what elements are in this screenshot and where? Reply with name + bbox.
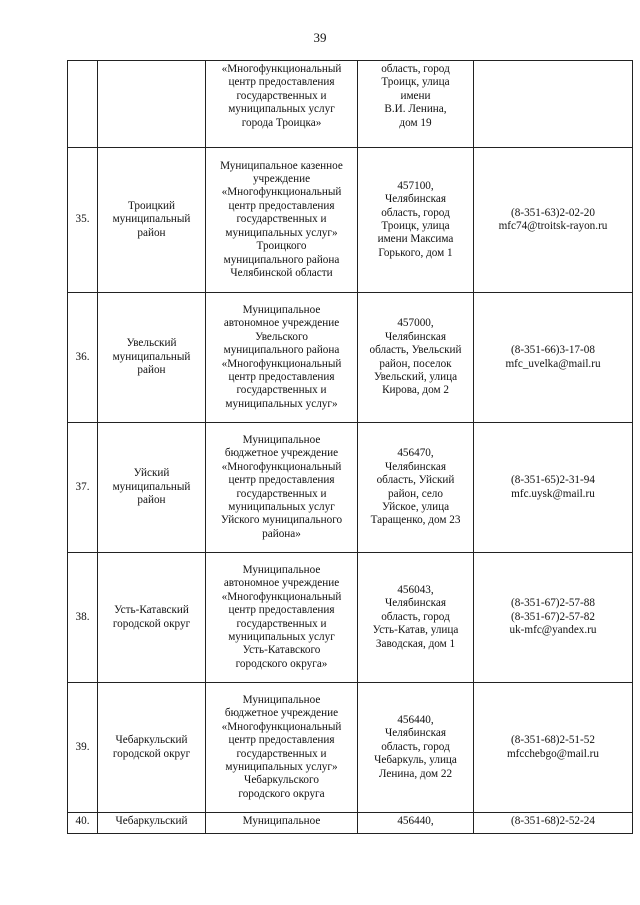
district-cell: Троицкий муниципальный район (98, 148, 206, 293)
contacts-cell: (8-351-67)2-57-88 (8-351-67)2-57-82 uk-mfc@yandex.ru (474, 553, 633, 683)
organization-cell: «Многофункциональный центр предоставления государственных и муниципальных услуг города Троицка» (206, 61, 358, 148)
table-row (68, 813, 633, 834)
row-number: 38. (68, 553, 98, 683)
contacts-cell: (8-351-63)2-02-20 mfc74@troitsk-rayon.ru (474, 148, 633, 293)
page-number: 39 (313, 30, 327, 45)
table-row (68, 683, 633, 813)
address-cell: 456470, Челябинская область, Уйский район, село Уйское, улица Таращенко, дом 23 (358, 423, 474, 553)
row-number: 37. (68, 423, 98, 553)
row-number: 39. (68, 683, 98, 813)
contacts-cell (474, 61, 633, 148)
table-row (68, 553, 633, 683)
row-number (68, 61, 98, 148)
district-cell (98, 61, 206, 148)
organization-cell: Муниципальное бюджетное учреждение «Многофункциональный центр предоставления государственных и муниципальных услуг» Чебаркульского городского округа (206, 683, 358, 813)
row-number: 36. (68, 293, 98, 423)
district-cell: Чебаркульский городской округ (98, 683, 206, 813)
table-row (68, 423, 633, 553)
table-row (68, 61, 633, 148)
district-cell: Увельский муниципальный район (98, 293, 206, 423)
row-number: 35. (68, 148, 98, 293)
table-row (68, 148, 633, 293)
contacts-cell: (8-351-68)2-51-52 mfcchebgo@mail.ru (474, 683, 633, 813)
organization-cell: Муниципальное бюджетное учреждение «Многофункциональный центр предоставления государственных и муниципальных услуг Уйского муниципального района» (206, 423, 358, 553)
address-cell: 457100, Челябинская область, город Троицк, улица имени Максима Горького, дом 1 (358, 148, 474, 293)
organization-cell: Муниципальное автономное учреждение Увельского муниципального района «Многофункциональный центр предоставления государственных и муниципальных услуг» (206, 293, 358, 423)
address-cell: область, город Троицк, улица имени В.И. Ленина, дом 19 (358, 61, 474, 148)
contacts-cell: (8-351-66)3-17-08 mfc_uvelka@mail.ru (474, 293, 633, 423)
district-cell: Уйский муниципальный район (98, 423, 206, 553)
organization-cell: Муниципальное (206, 813, 358, 834)
contacts-cell: (8-351-65)2-31-94 mfc.uysk@mail.ru (474, 423, 633, 553)
address-cell: 456440, Челябинская область, город Чебаркуль, улица Ленина, дом 22 (358, 683, 474, 813)
table-row (68, 293, 633, 423)
contacts-cell: (8-351-68)2-52-24 (474, 813, 633, 834)
address-cell: 456043, Челябинская область, город Усть-Катав, улица Заводская, дом 1 (358, 553, 474, 683)
row-number: 40. (68, 813, 98, 834)
address-cell: 456440, (358, 813, 474, 834)
organization-cell: Муниципальное автономное учреждение «Многофункциональный центр предоставления государственных и муниципальных услуг Усть-Катавского городского округа» (206, 553, 358, 683)
mfc-registry-table (67, 60, 633, 834)
district-cell: Усть-Катавский городской округ (98, 553, 206, 683)
address-cell: 457000, Челябинская область, Увельский район, поселок Увельский, улица Кирова, дом 2 (358, 293, 474, 423)
organization-cell: Муниципальное казенное учреждение «Многофункциональный центр предоставления государственных и муниципальных услуг» Троицкого муниципального района Челябинской области (206, 148, 358, 293)
district-cell: Чебаркульский (98, 813, 206, 834)
